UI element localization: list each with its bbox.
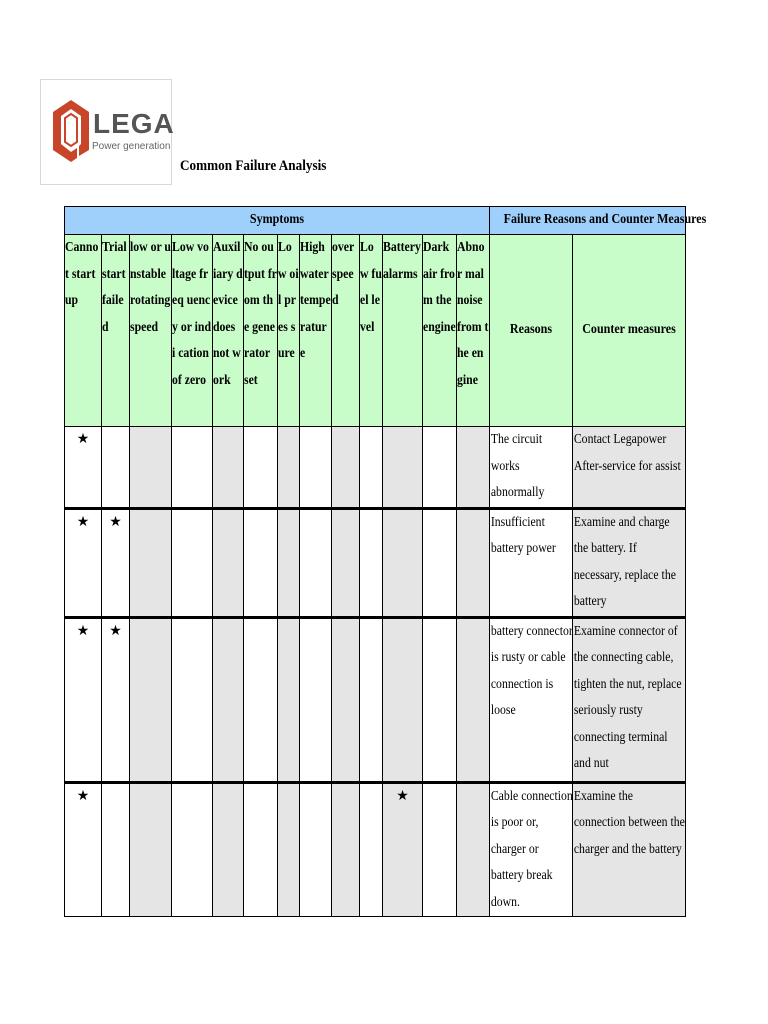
symptom-cell bbox=[457, 782, 490, 917]
reasons-header: Reasons bbox=[490, 235, 573, 427]
symptom-star-icon: ★ bbox=[102, 617, 130, 782]
symptom-star-icon: ★ bbox=[65, 508, 102, 617]
symptom-cell bbox=[102, 782, 130, 917]
symptom-header-9: Low fuel level bbox=[360, 235, 383, 427]
table-row bbox=[65, 427, 686, 509]
reason-cell: Cable connection is poor or, charger or battery break down. bbox=[490, 782, 573, 917]
symptom-cell bbox=[332, 782, 360, 917]
symptom-cell bbox=[130, 782, 172, 917]
symptom-cell bbox=[172, 617, 213, 782]
symptom-header-6: Low oil pres sure bbox=[278, 235, 300, 427]
symptom-cell bbox=[278, 782, 300, 917]
symptom-header-5: No output from the gene rator set bbox=[244, 235, 278, 427]
symptom-cell bbox=[300, 782, 332, 917]
symptom-cell bbox=[172, 427, 213, 509]
symptom-cell bbox=[360, 427, 383, 509]
symptom-header-12: Abnor mal noise from the engine bbox=[457, 235, 490, 427]
symptom-cell bbox=[130, 617, 172, 782]
symptom-header-3: Low voltage freq uency or indi cation of zero bbox=[172, 235, 213, 427]
symptom-cell bbox=[213, 782, 244, 917]
symptom-cell bbox=[360, 617, 383, 782]
symptom-cell bbox=[383, 427, 423, 509]
counter-measure-cell: Examine connector of the connecting cable, tighten the nut, replace seriously rusty connecting terminal and nut bbox=[573, 617, 686, 782]
symptom-cell bbox=[300, 427, 332, 509]
reason-cell: Insufficient battery power bbox=[490, 508, 573, 617]
symptom-header-1: Trial start failed bbox=[102, 235, 130, 427]
symptom-cell bbox=[300, 508, 332, 617]
failure-reasons-group-header: Failure Reasons and Counter Measures bbox=[490, 207, 686, 235]
symptom-header-4: Auxil iary device does not work bbox=[213, 235, 244, 427]
symptom-cell bbox=[383, 508, 423, 617]
symptom-header-11: Dark air from the engine bbox=[423, 235, 457, 427]
symptom-cell bbox=[457, 427, 490, 509]
document-title: Common Failure Analysis bbox=[180, 158, 327, 174]
symptom-cell bbox=[130, 508, 172, 617]
symptom-cell bbox=[278, 508, 300, 617]
symptom-cell bbox=[244, 427, 278, 509]
symptom-cell bbox=[423, 427, 457, 509]
symptom-cell bbox=[332, 617, 360, 782]
lega-logo-mark-icon bbox=[51, 98, 91, 168]
symptom-cell bbox=[423, 508, 457, 617]
symptom-cell bbox=[278, 427, 300, 509]
symptom-cell bbox=[332, 427, 360, 509]
symptom-cell bbox=[423, 782, 457, 917]
failure-analysis-table bbox=[64, 206, 707, 917]
symptom-header-2: low or unstable rotating speed bbox=[130, 235, 172, 427]
table-row bbox=[65, 782, 686, 917]
symptom-cell bbox=[360, 508, 383, 617]
counter-measures-header: Counter measures bbox=[573, 235, 686, 427]
reason-cell: battery connector is rusty or cable connection is loose bbox=[490, 617, 573, 782]
symptom-header-10: Battery alarms bbox=[383, 235, 423, 427]
symptom-cell bbox=[213, 617, 244, 782]
symptom-star-icon: ★ bbox=[383, 782, 423, 917]
symptoms-group-header: Symptoms bbox=[65, 207, 490, 235]
symptom-cell bbox=[244, 782, 278, 917]
column-header-row bbox=[65, 235, 686, 427]
symptom-header-7: High water tempe rature bbox=[300, 235, 332, 427]
symptom-cell bbox=[360, 782, 383, 917]
group-header-row bbox=[65, 207, 686, 235]
symptom-star-icon: ★ bbox=[102, 508, 130, 617]
symptom-cell bbox=[383, 617, 423, 782]
symptom-star-icon: ★ bbox=[65, 782, 102, 917]
symptom-cell bbox=[457, 508, 490, 617]
symptom-cell bbox=[244, 508, 278, 617]
symptom-cell bbox=[172, 782, 213, 917]
reason-cell: The circuit works abnormally bbox=[490, 427, 573, 509]
symptom-cell bbox=[130, 427, 172, 509]
company-logo bbox=[40, 79, 175, 185]
logo-wordmark: LEGA bbox=[93, 108, 175, 139]
counter-measure-cell: Contact Legapower After-service for assist bbox=[573, 427, 686, 509]
symptom-cell bbox=[332, 508, 360, 617]
symptom-cell bbox=[213, 427, 244, 509]
symptom-cell bbox=[102, 427, 130, 509]
table-row bbox=[65, 617, 686, 782]
counter-measure-cell: Examine the connection between the charger and the battery bbox=[573, 782, 686, 917]
counter-measure-cell: Examine and charge the battery. If necessary, replace the battery bbox=[573, 508, 686, 617]
symptom-star-icon: ★ bbox=[65, 617, 102, 782]
symptom-cell bbox=[423, 617, 457, 782]
symptom-cell bbox=[300, 617, 332, 782]
symptom-header-8: over speed bbox=[332, 235, 360, 427]
symptom-star-icon: ★ bbox=[65, 427, 102, 509]
symptom-cell bbox=[213, 508, 244, 617]
symptom-cell bbox=[172, 508, 213, 617]
logo-tagline: Power generation bbox=[92, 141, 171, 152]
symptom-cell bbox=[278, 617, 300, 782]
symptom-cell bbox=[457, 617, 490, 782]
symptom-header-0: Cannot start up bbox=[65, 235, 102, 427]
symptom-cell bbox=[244, 617, 278, 782]
table-row bbox=[65, 508, 686, 617]
